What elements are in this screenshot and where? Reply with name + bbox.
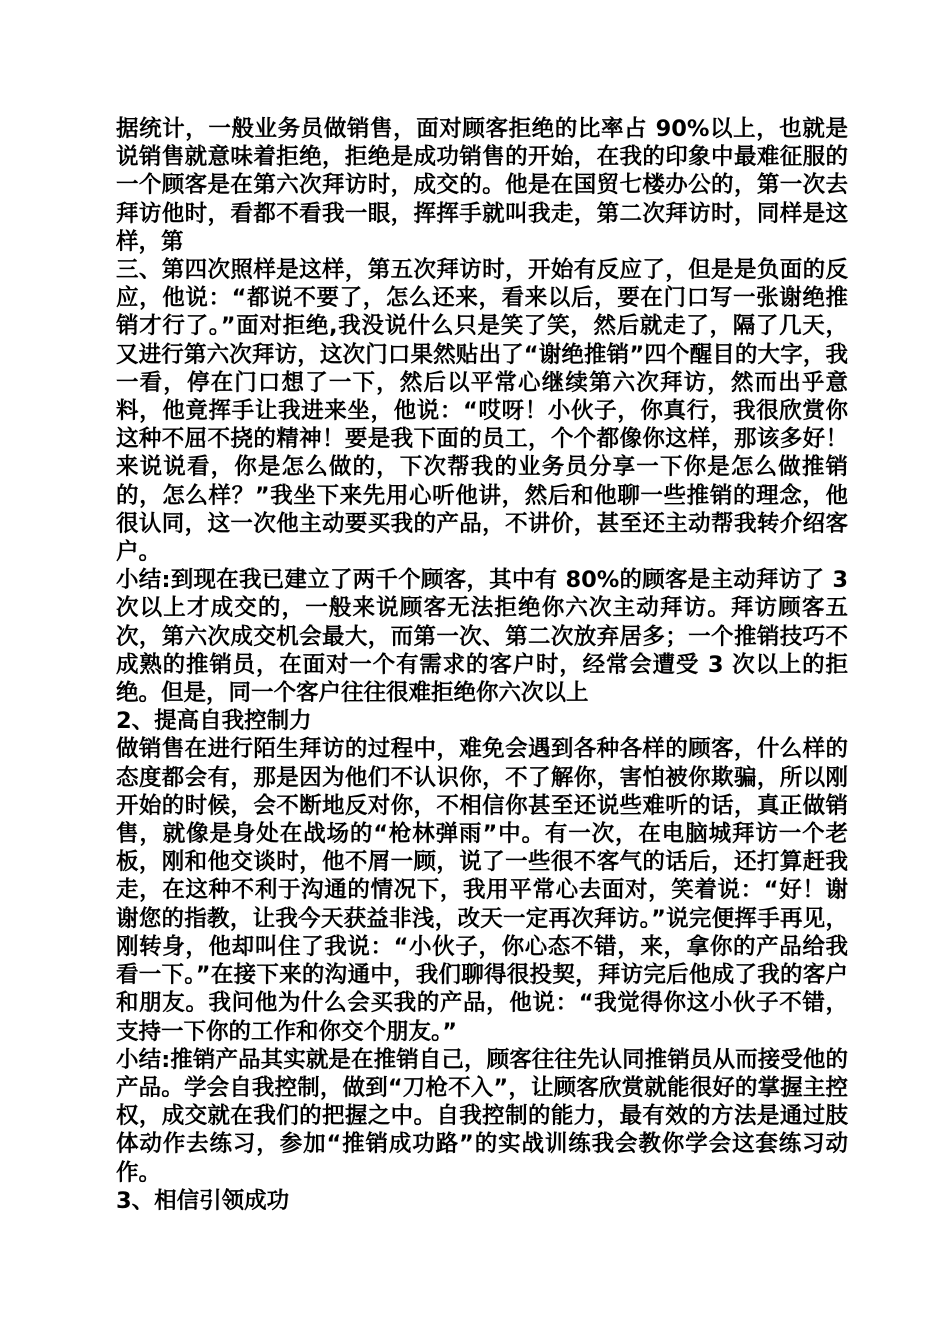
paragraph-summary-2: 小结:推销产品其实就是在推销自己，顾客往往先认同推销员从而接受他的产品。学会自我控制，做到“刀枪不入”，让顾客欣赏就能很好的掌握主控权，成交就在我们的把握之中。自我控制的能力，最有效的方法是通过肢体动作去练习，参加“推销成功路”的实战训练我会教你学会这套练习动作。 [116, 1046, 848, 1186]
paragraph-self-control-story: 做销售在进行陌生拜访的过程中，难免会遇到各种各样的顾客，什么样的态度都会有，那是因为他们不认识你，不了解你，害怕被你欺骗，所以刚开始的时候，会不断地反对你，不相信你甚至还说些难听的话，真正做销售，就像是身处在战场的“枪林弹雨”中。有一次，在电脑城拜访一个老板，刚和他交谈时，他不屑一顾，说了一些很不客气的话后，还打算赶我走，在这种不利于沟通的情况下，我用平常心去面对，笑着说：“好！谢谢您的指教，让我今天获益非浅，改天一定再次拜访。”说完便挥手再见，刚转身，他却叫住了我说：“小伙子，你心态不错，来，拿你的产品给我看一下。”在接下来的沟通中，我们聊得很投契，拜访完后他成了我的客户和朋友。我问他为什么会买我的产品，他说：“我觉得你这小伙子不错，支持一下你的工作和你交个朋友。” [116, 736, 848, 1045]
paragraph-summary-1: 小结:到现在我已建立了两千个顾客，其中有 80%的顾客是主动拜访了 3 次以上才成交的，一般来说顾客无法拒绝你六次主动拜访。拜访顾客五次，第六次成交机会最大，而第一次、第二次放弃居多；一个推销技巧不成熟的推销员，在面对一个有需求的客户时，经常会遭受 3 次以上的拒绝。但是，同一个客户往往很难拒绝你六次以上 [116, 567, 848, 707]
paragraph-statistics: 据统计，一般业务员做销售，面对顾客拒绝的比率占 90%以上，也就是说销售就意味着拒绝，拒绝是成功销售的开始，在我的印象中最难征服的一个顾客是在第六次拜访时，成交的。他是在国贸七楼办公的，第一次去拜访他时，看都不看我一眼，挥挥手就叫我走，第二次拜访时，同样是这样，第 [116, 116, 848, 255]
paragraph-sixth-visit: 三、第四次照样是这样，第五次拜访时，开始有反应了，但是是负面的反应，他说：“都说不要了，怎么还来，看来以后，要在门口写一张谢绝推销才行了。”面对拒绝,我没说什么只是笑了笑，然后就走了，隔了几天，又进行第六次拜访，这次门口果然贴出了“谢绝推销”四个醒目的大字，我一看，停在门口想了一下，然后以平常心继续第六次拜访，然而出乎意料，他竟挥手让我进来坐，他说：“哎呀！小伙子，你真行，我很欣赏你这种不屈不挠的精神！要是我下面的员工，个个都像你这样，那该多好！来说说看，你是怎么做的，下次帮我的业务员分享一下你是怎么做推销的，怎么样？”我坐下来先用心听他讲，然后和他聊一些推销的理念，他很认同，这一次他主动要买我的产品，不讲价，甚至还主动帮我转介绍客户。 [116, 257, 848, 566]
document-body [116, 115, 848, 1215]
section-heading-belief: 3、相信引领成功 [116, 1187, 290, 1214]
section-heading-self-control: 2、提高自我控制力 [116, 708, 312, 735]
